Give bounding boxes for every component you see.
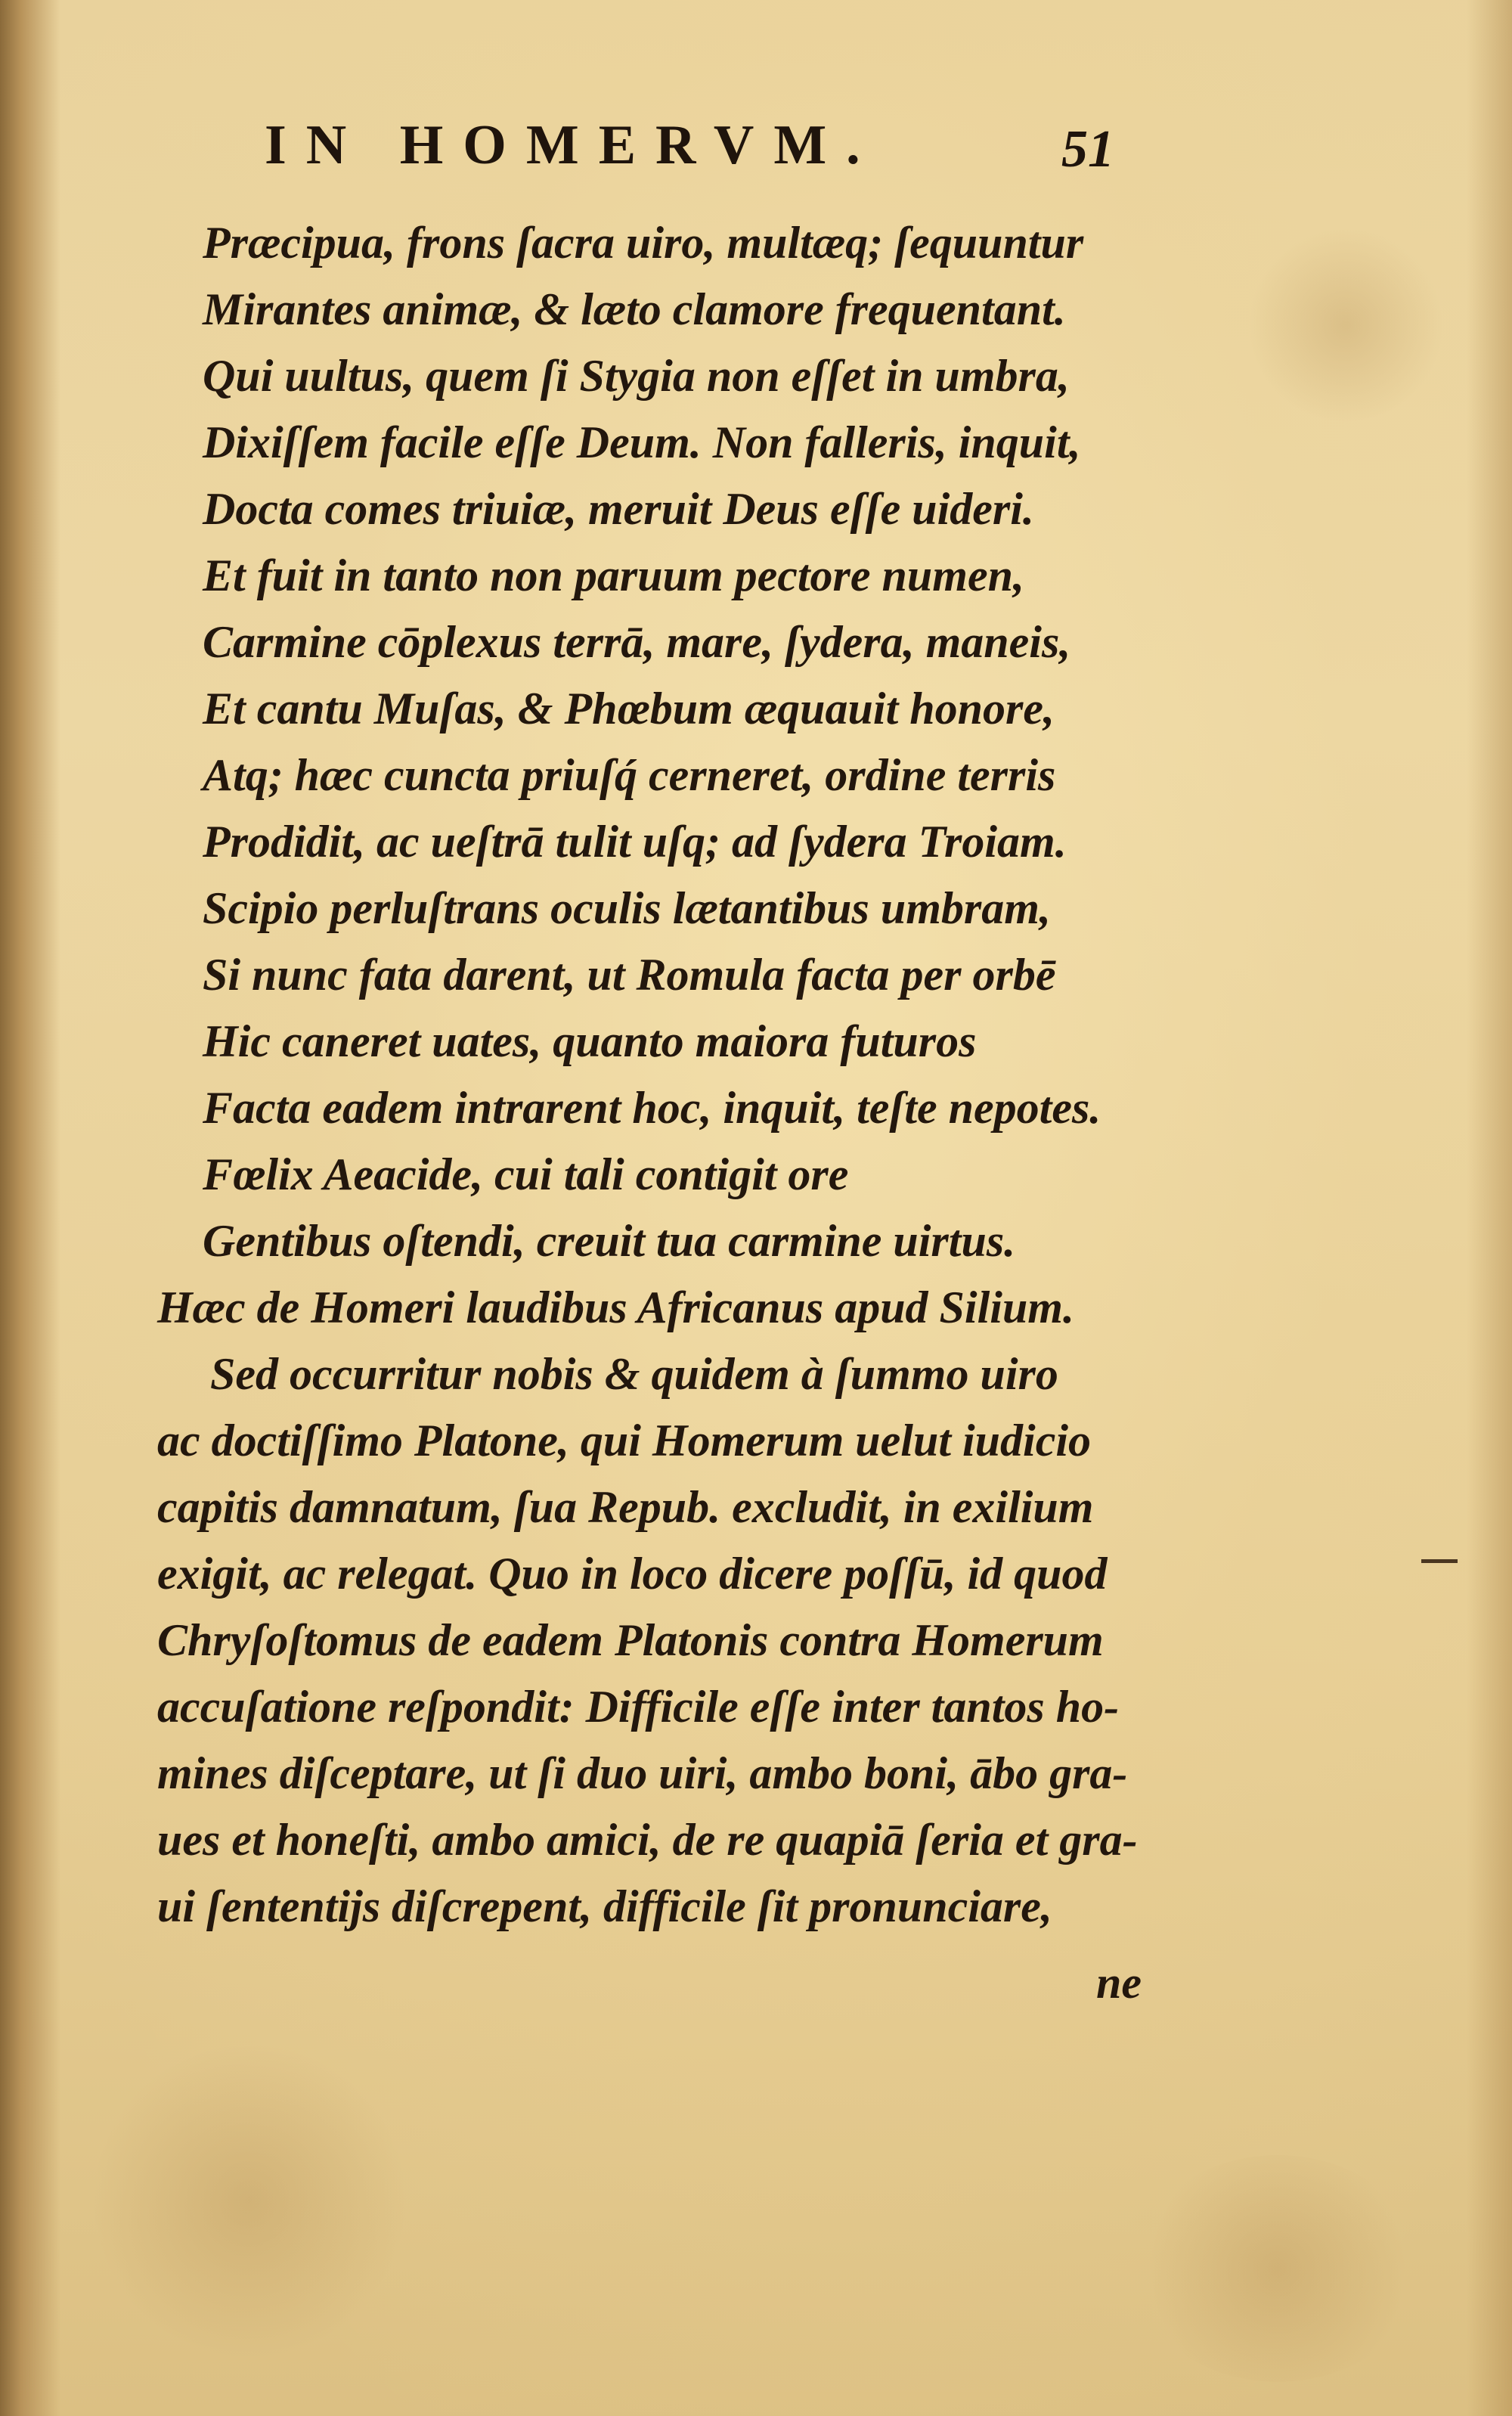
- verse-line: Mirantes animæ, & læto clamore frequentant.: [203, 284, 1066, 334]
- verse-line: Dixiſſem facile eſſe Deum. Non falleris, inquit,: [203, 417, 1081, 467]
- paper-stain: [1134, 2155, 1421, 2382]
- verse-line: Prodidit, ac ueſtrā tulit uſq; ad ſydera Troiam.: [203, 817, 1067, 867]
- verse-line: Carmine cōplexus terrā, mare, ſydera, maneis,: [203, 617, 1071, 667]
- prose-line: ui ſententijs diſcrepent, difficile ſit pronunciare,: [157, 1881, 1052, 1931]
- verse-line: Præcipua, frons ſacra uiro, multæq; ſequuntur: [203, 218, 1084, 268]
- verse-line: Facta eadem intrarent hoc, inquit, teſte nepotes.: [203, 1083, 1101, 1133]
- prose-line: exigit, ac relegat. Quo in loco dicere poſſū, id quod: [157, 1549, 1108, 1599]
- edge-shadow: [1467, 0, 1512, 2416]
- verse-line: Docta comes triuiæ, meruit Deus eſſe uideri.: [203, 484, 1034, 534]
- prose-line: Sed occurritur nobis & quidem à ſummo uiro: [210, 1349, 1058, 1399]
- page-number: 51: [1061, 120, 1114, 178]
- running-head: IN HOMERVM.: [265, 114, 880, 176]
- spine-shadow: [0, 0, 60, 2416]
- verse-line: Si nunc fata darent, ut Romula facta per orbē: [203, 950, 1056, 1000]
- prose-line: ues et honeſti, ambo amici, de re quapiā ſeria et gra-: [157, 1815, 1138, 1865]
- prose-line: mines diſceptare, ut ſi duo uiri, ambo boni, ābo gra-: [157, 1748, 1128, 1798]
- catchword: ne: [1096, 1958, 1142, 2008]
- prose-line: Chryſoſtomus de eadem Platonis contra Homerum: [157, 1615, 1104, 1665]
- prose-line: ac doctiſſimo Platone, qui Homerum uelut iudicio: [157, 1416, 1092, 1465]
- verse-line: Gentibus oſtendi, creuit tua carmine uirtus.: [203, 1216, 1016, 1266]
- paper-stain: [91, 2042, 408, 2359]
- verse-line: Et fuit in tanto non paruum pectore numen,: [203, 551, 1024, 600]
- verse-line: Scipio perluſtrans oculis lætantibus umbram,: [203, 883, 1051, 933]
- verse-line: Qui uultus, quem ſi Stygia non eſſet in umbra,: [203, 351, 1070, 401]
- paper-stain: [1247, 227, 1444, 423]
- verse-line: Atq; hæc cuncta priuſq́ cerneret, ordine terris: [203, 750, 1056, 800]
- verse-line: Fœlix Aeacide, cui tali contigit ore: [203, 1149, 849, 1199]
- prose-line: capitis damnatum, ſua Repub. excludit, in exilium: [157, 1482, 1094, 1532]
- verse-line: Et cantu Muſas, & Phœbum æquauit honore,: [203, 684, 1055, 733]
- prose-line: accuſatione reſpondit: Difficile eſſe inter tantos ho-: [157, 1682, 1120, 1732]
- prose-line: Hæc de Homeri laudibus Africanus apud Silium.: [157, 1282, 1074, 1332]
- margin-mark: [1421, 1559, 1458, 1563]
- verse-line: Hic caneret uates, quanto maiora futuros: [203, 1016, 977, 1066]
